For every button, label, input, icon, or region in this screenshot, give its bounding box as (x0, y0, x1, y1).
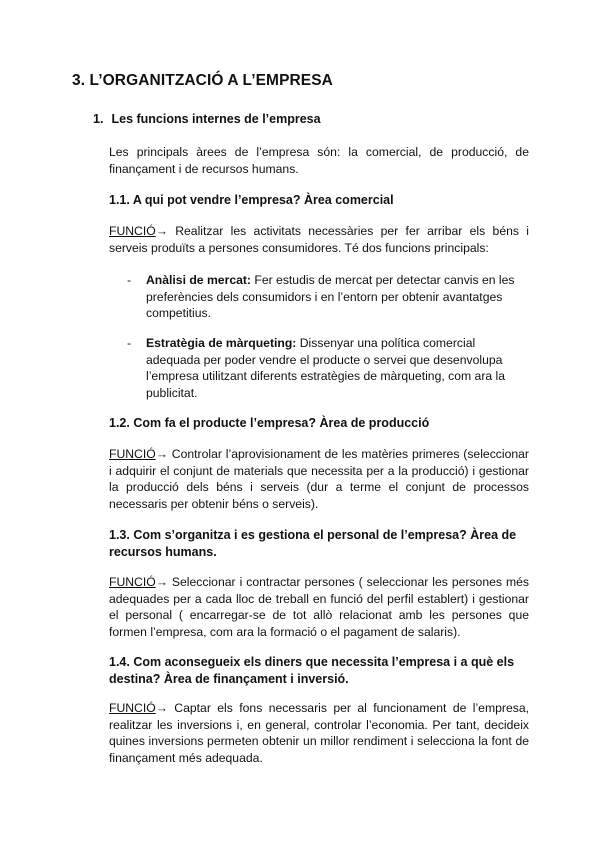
arrow-icon: → (155, 224, 168, 238)
function-text: Realitzar les activitats necessàries per fer arribar els béns i serveis produïts a persones consumidores. Té dos funcions principals: (109, 224, 529, 255)
function-label: FUNCIÓ (109, 224, 156, 238)
bullet-term: Anàlisi de mercat: (146, 273, 251, 287)
area-heading-production: 1.2. Com fa el producte l’empresa? Àrea de producció (109, 416, 430, 430)
subsection-number: 1. (93, 112, 104, 126)
area-paragraph-finance (109, 700, 529, 766)
arrow-icon: → (155, 447, 168, 461)
arrow-icon: → (155, 701, 168, 715)
bullet-text (146, 335, 526, 401)
function-label: FUNCIÓ (109, 701, 156, 715)
subsection-title: Les funcions internes de l’empresa (111, 112, 321, 126)
dash-icon: - (127, 273, 132, 287)
bullet-description: Dissenyar una política comercial adequada per poder vendre el producte o servei que desenvolupa l’empresa utilitzant diferents estratègies de màrqueting, com ara la publicitat. (146, 336, 506, 400)
bullet-description: Fer estudis de mercat per detectar canvis en les preferències dels consumidors i en l’entorn per obtenir avantatges competitius. (146, 273, 515, 320)
arrow-icon: → (155, 575, 168, 589)
subsection-heading (93, 112, 321, 126)
area-paragraph-human-resources (109, 574, 529, 640)
bullet-text (146, 272, 526, 322)
area-paragraph-commercial (109, 223, 529, 256)
function-label: FUNCIÓ (109, 447, 156, 461)
function-text: Seleccionar i contractar persones ( seleccionar les persones més adequades per a cada lloc de treball en funció del perfil establert) i gestionar el personal ( encarregar-se de tot allò relacionat amb les persones que formen l’empresa, com ara la formació o el pagament de salaris). (109, 575, 529, 639)
area-heading-finance: 1.4. Com aconsegueix els diners que necessita l’empresa i a què els destina? Àrea de finançament i inversió. (109, 655, 515, 686)
function-label: FUNCIÓ (109, 575, 156, 589)
intro-paragraph: Les principals àrees de l’empresa són: la comercial, de producció, de finançament i de recursos humans. (109, 145, 529, 176)
area-heading-human-resources: 1.3. Com s’organitza i es gestiona el personal de l’empresa? Àrea de recursos humans. (109, 528, 517, 559)
area-paragraph-production (109, 446, 529, 512)
dash-icon: - (127, 336, 132, 350)
bullet-term: Estratègia de màrqueting: (146, 336, 297, 350)
function-text: Captar els fons necessaris per al funcionament de l’empresa, realitzar les inversions i, en general, controlar l’economia. Per tant, decideix quines inversions permeten obtenir un millor rendiment i selecciona la font de finançament més adequada. (109, 701, 529, 765)
function-text: Controlar l’aprovisionament de les matèries primeres (seleccionar i adquirir el conjunt de materials que necessita per a la producció) i gestionar la producció dels béns i serveis (dur a terme el conjunt de processos necessaris per obtenir béns o serveis). (109, 447, 529, 511)
section-title: 3. L’ORGANITZACIÓ A L’EMPRESA (72, 72, 333, 89)
area-heading-commercial: 1.1. A qui pot vendre l’empresa? Àrea comercial (109, 193, 394, 207)
